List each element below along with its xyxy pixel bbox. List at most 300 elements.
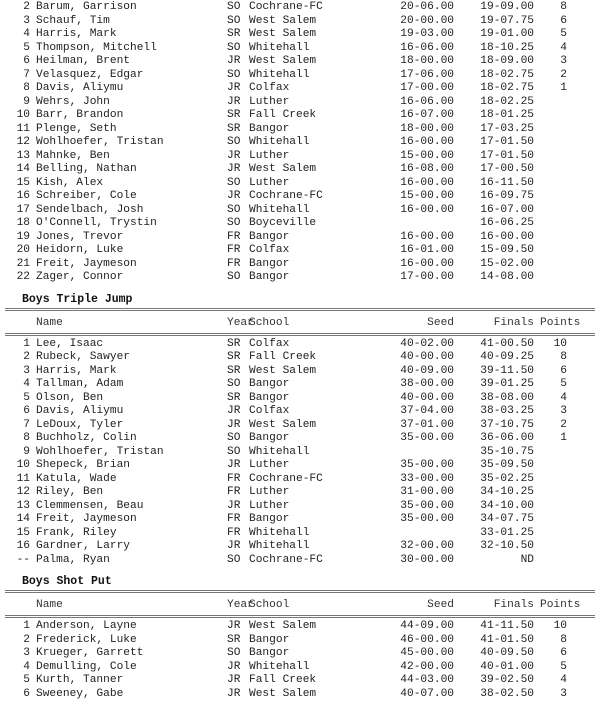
result-row [0, 513, 603, 526]
athlete-year: JR [227, 540, 241, 552]
points: 3 [560, 55, 567, 67]
points: 4 [560, 41, 567, 54]
seed-mark: 16-00.00 [400, 230, 454, 243]
athlete-school: Bangor [249, 271, 290, 283]
athlete-year: SR [227, 391, 241, 404]
result-row [0, 378, 603, 391]
seed-mark: 30-00.00 [400, 553, 454, 566]
result-row [0, 392, 603, 405]
athlete-school: Whitehall [249, 445, 310, 458]
result-row [0, 647, 603, 660]
result-place: 8 [23, 432, 30, 444]
athlete-school: Colfax [249, 337, 290, 350]
finals-mark: 19-07.75 [480, 14, 534, 27]
finals-mark: 38-03.25 [480, 405, 534, 417]
athlete-school: Whitehall [249, 540, 310, 552]
column-header-school: School [249, 316, 290, 329]
athlete-name: Sweeney, Gabe [36, 687, 124, 700]
seed-mark: 15-00.00 [400, 190, 454, 202]
athlete-name: Wohlhoefer, Tristan [36, 445, 164, 458]
athlete-school: Whitehall [249, 41, 310, 54]
athlete-name: Wehrs, John [36, 95, 110, 108]
result-row [0, 42, 603, 55]
header-rule-top [5, 590, 595, 593]
athlete-year: JR [227, 674, 241, 686]
athlete-year: FR [227, 257, 241, 270]
athlete-name: Gardner, Larry [36, 540, 130, 552]
seed-mark: 31-00.00 [400, 486, 454, 498]
athlete-school: West Salem [249, 28, 317, 40]
event-title: Boys Shot Put [22, 575, 112, 588]
result-place: 5 [23, 41, 30, 54]
athlete-year: SO [227, 553, 241, 566]
athlete-school: Cochrane-FC [249, 1, 323, 13]
athlete-year: SO [227, 14, 241, 27]
column-header-name: Name [36, 599, 63, 611]
athlete-year: SO [227, 176, 241, 189]
seed-mark: 18-00.00 [400, 122, 454, 135]
finals-mark: 16-07.00 [480, 203, 534, 216]
finals-mark: 34-10.25 [480, 486, 534, 498]
finals-mark: 18-10.25 [480, 41, 534, 54]
finals-mark: 33-01.25 [480, 526, 534, 539]
athlete-year: FR [227, 244, 241, 256]
result-place: 4 [23, 28, 30, 40]
athlete-school: West Salem [249, 14, 317, 27]
athlete-year: JR [227, 499, 241, 512]
athlete-year: JR [227, 418, 241, 431]
result-place: 13 [16, 499, 30, 512]
result-place: 2 [23, 351, 30, 363]
athlete-school: Cochrane-FC [249, 553, 323, 566]
header-rule-top [5, 308, 595, 311]
finals-mark: 36-06.00 [480, 432, 534, 444]
result-place: 3 [23, 364, 30, 377]
athlete-year: FR [227, 486, 241, 498]
athlete-year: SO [227, 432, 241, 444]
seed-mark: 35-00.00 [400, 513, 454, 525]
result-row [0, 446, 603, 459]
column-header-name: Name [36, 316, 63, 329]
athlete-name: Anderson, Layne [36, 620, 137, 632]
finals-mark: 35-10.75 [480, 445, 534, 458]
finals-mark: 34-10.00 [480, 499, 534, 512]
points: 6 [560, 647, 567, 659]
result-place: 5 [23, 391, 30, 404]
finals-mark: 15-02.00 [480, 257, 534, 270]
result-place: 13 [16, 149, 30, 162]
athlete-year: SO [227, 41, 241, 54]
finals-mark: 18-02.25 [480, 95, 534, 108]
finals-mark: 19-09.00 [480, 1, 534, 13]
athlete-year: JR [227, 405, 241, 417]
result-row [0, 634, 603, 647]
athlete-name: Frederick, Luke [36, 633, 137, 646]
athlete-school: Colfax [249, 82, 290, 94]
finals-mark: 38-02.50 [480, 687, 534, 700]
result-place: 5 [23, 674, 30, 686]
points: 10 [553, 620, 567, 632]
finals-mark: 14-08.00 [480, 271, 534, 283]
column-header-year: Year [227, 316, 254, 329]
finals-mark: 39-01.25 [480, 378, 534, 390]
finals-mark: 16-06.25 [480, 217, 534, 229]
result-row [0, 351, 603, 364]
points: 6 [560, 14, 567, 27]
seed-mark: 33-00.00 [400, 472, 454, 485]
result-place: 8 [23, 82, 30, 94]
column-header-finals: Finals [493, 316, 534, 329]
athlete-name: Lee, Isaac [36, 337, 104, 350]
athlete-school: Luther [249, 176, 290, 189]
result-row [0, 217, 603, 230]
finals-mark: 38-08.00 [480, 391, 534, 404]
seed-mark: 17-00.00 [400, 82, 454, 94]
athlete-school: Whitehall [249, 136, 310, 148]
result-row [0, 82, 603, 95]
athlete-school: Colfax [249, 405, 290, 417]
seed-mark: 18-00.00 [400, 55, 454, 67]
points: 1 [560, 82, 567, 94]
athlete-school: West Salem [249, 687, 317, 700]
seed-mark: 44-03.00 [400, 674, 454, 686]
seed-mark: 37-01.00 [400, 418, 454, 431]
finals-mark: 41-11.50 [480, 620, 534, 632]
athlete-school: West Salem [249, 163, 317, 175]
result-place: 12 [16, 136, 30, 148]
result-row [0, 540, 603, 553]
result-row [0, 271, 603, 284]
athlete-name: Harris, Mark [36, 364, 117, 377]
athlete-year: SR [227, 633, 241, 646]
athlete-year: FR [227, 472, 241, 485]
athlete-name: Freit, Jaymeson [36, 513, 137, 525]
column-header-year: Year [227, 599, 254, 611]
athlete-year: SO [227, 647, 241, 659]
result-place: 17 [16, 203, 30, 216]
athlete-school: Bangor [249, 378, 290, 390]
finals-mark: 34-07.75 [480, 513, 534, 525]
finals-mark: 35-02.25 [480, 472, 534, 485]
finals-mark: 17-03.25 [480, 122, 534, 135]
result-place: 4 [23, 660, 30, 673]
athlete-name: Shepeck, Brian [36, 459, 130, 471]
result-place: 21 [16, 257, 30, 270]
athlete-year: SO [227, 378, 241, 390]
seed-mark: 17-00.00 [400, 271, 454, 283]
athlete-year: JR [227, 459, 241, 471]
seed-mark: 16-07.00 [400, 109, 454, 121]
athlete-school: Fall Creek [249, 674, 317, 686]
athlete-school: West Salem [249, 364, 317, 377]
athlete-school: Fall Creek [249, 351, 317, 363]
athlete-year: JR [227, 620, 241, 632]
column-header-points: Points [540, 599, 581, 611]
result-place: 14 [16, 513, 30, 525]
seed-mark: 35-00.00 [400, 499, 454, 512]
column-header-seed: Seed [427, 599, 454, 611]
seed-mark: 40-09.00 [400, 364, 454, 377]
athlete-year: SO [227, 68, 241, 81]
result-place: 6 [23, 405, 30, 417]
seed-mark: 32-00.00 [400, 540, 454, 552]
result-row [0, 177, 603, 190]
result-row [0, 500, 603, 513]
seed-mark: 16-06.00 [400, 41, 454, 54]
column-header-points: Points [540, 316, 581, 329]
result-place: -- [16, 553, 30, 566]
points: 8 [560, 633, 567, 646]
result-place: 10 [16, 459, 30, 471]
seed-mark: 20-00.00 [400, 14, 454, 27]
seed-mark: 35-00.00 [400, 432, 454, 444]
athlete-name: Velasquez, Edgar [36, 68, 144, 81]
athlete-name: Rubeck, Sawyer [36, 351, 130, 363]
athlete-school: Boyceville [249, 217, 317, 229]
athlete-year: FR [227, 526, 241, 539]
finals-mark: 16-00.00 [480, 230, 534, 243]
athlete-school: Whitehall [249, 660, 310, 673]
result-place: 3 [23, 647, 30, 659]
seed-mark: 15-00.00 [400, 149, 454, 162]
athlete-school: Whitehall [249, 526, 310, 539]
athlete-year: JR [227, 55, 241, 67]
athlete-year: SR [227, 351, 241, 363]
athlete-school: Cochrane-FC [249, 472, 323, 485]
athlete-year: JR [227, 687, 241, 700]
athlete-year: SR [227, 28, 241, 40]
seed-mark: 16-00.00 [400, 176, 454, 189]
athlete-name: LeDoux, Tyler [36, 418, 124, 431]
points: 4 [560, 674, 567, 686]
result-place: 20 [16, 244, 30, 256]
result-place: 11 [16, 122, 30, 135]
finals-mark: 32-10.50 [480, 540, 534, 552]
athlete-school: Bangor [249, 122, 290, 135]
points: 2 [560, 68, 567, 81]
result-row [0, 109, 603, 122]
athlete-name: Wohlhoefer, Tristan [36, 136, 164, 148]
athlete-school: Colfax [249, 244, 290, 256]
result-place: 1 [23, 620, 30, 632]
seed-mark: 16-00.00 [400, 257, 454, 270]
result-row [0, 123, 603, 136]
result-place: 6 [23, 687, 30, 700]
athlete-name: Sendelbach, Josh [36, 203, 144, 216]
result-row [0, 620, 603, 633]
finals-mark: 18-02.75 [480, 68, 534, 81]
result-row [0, 1, 603, 14]
result-place: 9 [23, 95, 30, 108]
column-header-finals: Finals [493, 599, 534, 611]
seed-mark: 17-06.00 [400, 68, 454, 81]
result-row [0, 190, 603, 203]
seed-mark: 40-07.00 [400, 687, 454, 700]
athlete-name: Mahnke, Ben [36, 149, 110, 162]
finals-mark: 39-02.50 [480, 674, 534, 686]
athlete-name: Davis, Aliymu [36, 405, 124, 417]
result-row [0, 661, 603, 674]
result-row [0, 554, 603, 567]
result-place: 7 [23, 68, 30, 81]
athlete-name: Tallman, Adam [36, 378, 124, 390]
result-place: 22 [16, 271, 30, 283]
athlete-name: Barum, Garrison [36, 1, 137, 13]
athlete-year: JR [227, 660, 241, 673]
event-title: Boys Triple Jump [22, 292, 133, 306]
finals-mark: 16-09.75 [480, 190, 534, 202]
finals-mark: ND [520, 553, 534, 566]
finals-mark: 18-09.00 [480, 55, 534, 67]
result-place: 16 [16, 540, 30, 552]
result-place: 9 [23, 445, 30, 458]
points: 1 [560, 432, 567, 444]
seed-mark: 19-03.00 [400, 28, 454, 40]
result-row [0, 244, 603, 257]
athlete-name: Clemmensen, Beau [36, 499, 144, 512]
athlete-school: Bangor [249, 513, 290, 525]
points: 8 [560, 1, 567, 13]
seed-mark: 16-00.00 [400, 136, 454, 148]
athlete-year: SR [227, 109, 241, 121]
athlete-name: Davis, Aliymu [36, 82, 124, 94]
result-row [0, 486, 603, 499]
seed-mark: 16-01.00 [400, 244, 454, 256]
athlete-name: Riley, Ben [36, 486, 104, 498]
points: 5 [560, 660, 567, 673]
result-row [0, 688, 603, 701]
athlete-year: SR [227, 337, 241, 350]
seed-mark: 35-00.00 [400, 459, 454, 471]
header-rule-bottom [5, 333, 595, 336]
result-row [0, 69, 603, 82]
athlete-year: SO [227, 203, 241, 216]
result-row [0, 55, 603, 68]
result-row [0, 674, 603, 687]
result-place: 14 [16, 163, 30, 175]
seed-mark: 37-04.00 [400, 405, 454, 417]
athlete-year: JR [227, 190, 241, 202]
result-place: 6 [23, 55, 30, 67]
result-place: 19 [16, 230, 30, 243]
points: 3 [560, 405, 567, 417]
finals-mark: 40-09.25 [480, 351, 534, 363]
athlete-name: Buchholz, Colin [36, 432, 137, 444]
finals-mark: 18-02.75 [480, 82, 534, 94]
athlete-name: Zager, Connor [36, 271, 124, 283]
athlete-name: Belling, Nathan [36, 163, 137, 175]
result-place: 2 [23, 1, 30, 13]
athlete-name: Heilman, Brent [36, 55, 130, 67]
athlete-school: Cochrane-FC [249, 190, 323, 202]
column-header-row [0, 317, 603, 330]
result-place: 7 [23, 418, 30, 431]
athlete-name: Demulling, Cole [36, 660, 137, 673]
seed-mark: 45-00.00 [400, 647, 454, 659]
result-row [0, 204, 603, 217]
athlete-name: Frank, Riley [36, 526, 117, 539]
finals-mark: 41-01.50 [480, 633, 534, 646]
athlete-year: FR [227, 513, 241, 525]
result-row [0, 163, 603, 176]
athlete-year: SO [227, 445, 241, 458]
result-row [0, 150, 603, 163]
result-row [0, 338, 603, 351]
athlete-school: West Salem [249, 418, 317, 431]
athlete-school: Whitehall [249, 203, 310, 216]
result-row [0, 419, 603, 432]
result-row [0, 527, 603, 540]
athlete-year: SO [227, 1, 241, 13]
athlete-school: West Salem [249, 620, 317, 632]
athlete-year: SR [227, 364, 241, 377]
athlete-name: Krueger, Garrett [36, 647, 144, 659]
column-header-seed: Seed [427, 316, 454, 329]
athlete-school: Luther [249, 149, 290, 162]
result-place: 3 [23, 14, 30, 27]
result-row [0, 258, 603, 271]
points: 6 [560, 364, 567, 377]
athlete-name: Plenge, Seth [36, 122, 117, 135]
athlete-name: O'Connell, Trystin [36, 217, 157, 229]
athlete-name: Kurth, Tanner [36, 674, 124, 686]
finals-mark: 41-00.50 [480, 337, 534, 350]
result-row [0, 15, 603, 28]
athlete-school: Whitehall [249, 68, 310, 81]
finals-mark: 39-11.50 [480, 364, 534, 377]
result-place: 18 [16, 217, 30, 229]
result-row [0, 459, 603, 472]
athlete-school: Bangor [249, 257, 290, 270]
seed-mark: 20-06.00 [400, 1, 454, 13]
athlete-year: SO [227, 136, 241, 148]
result-place: 11 [16, 472, 30, 485]
result-place: 15 [16, 176, 30, 189]
seed-mark: 40-00.00 [400, 351, 454, 363]
column-header-row [0, 599, 603, 612]
athlete-name: Schauf, Tim [36, 14, 110, 27]
result-row [0, 231, 603, 244]
points: 5 [560, 28, 567, 40]
finals-mark: 37-10.75 [480, 418, 534, 431]
athlete-school: Luther [249, 486, 290, 498]
header-rule-bottom [5, 615, 595, 618]
athlete-year: SO [227, 217, 241, 229]
athlete-year: JR [227, 82, 241, 94]
athlete-school: West Salem [249, 55, 317, 67]
athlete-school: Bangor [249, 432, 290, 444]
result-row [0, 473, 603, 486]
finals-mark: 40-09.50 [480, 647, 534, 659]
finals-mark: 17-01.50 [480, 136, 534, 148]
athlete-year: JR [227, 149, 241, 162]
finals-mark: 35-09.50 [480, 459, 534, 471]
result-row [0, 405, 603, 418]
finals-mark: 40-01.00 [480, 660, 534, 673]
finals-mark: 15-09.50 [480, 244, 534, 256]
athlete-name: Harris, Mark [36, 28, 117, 40]
result-row [0, 432, 603, 445]
athlete-school: Fall Creek [249, 109, 317, 121]
athlete-school: Bangor [249, 633, 290, 646]
points: 8 [560, 351, 567, 363]
finals-mark: 17-01.50 [480, 149, 534, 162]
athlete-school: Bangor [249, 391, 290, 404]
points: 2 [560, 418, 567, 431]
athlete-name: Thompson, Mitchell [36, 41, 157, 54]
athlete-school: Luther [249, 95, 290, 108]
result-place: 10 [16, 109, 30, 121]
